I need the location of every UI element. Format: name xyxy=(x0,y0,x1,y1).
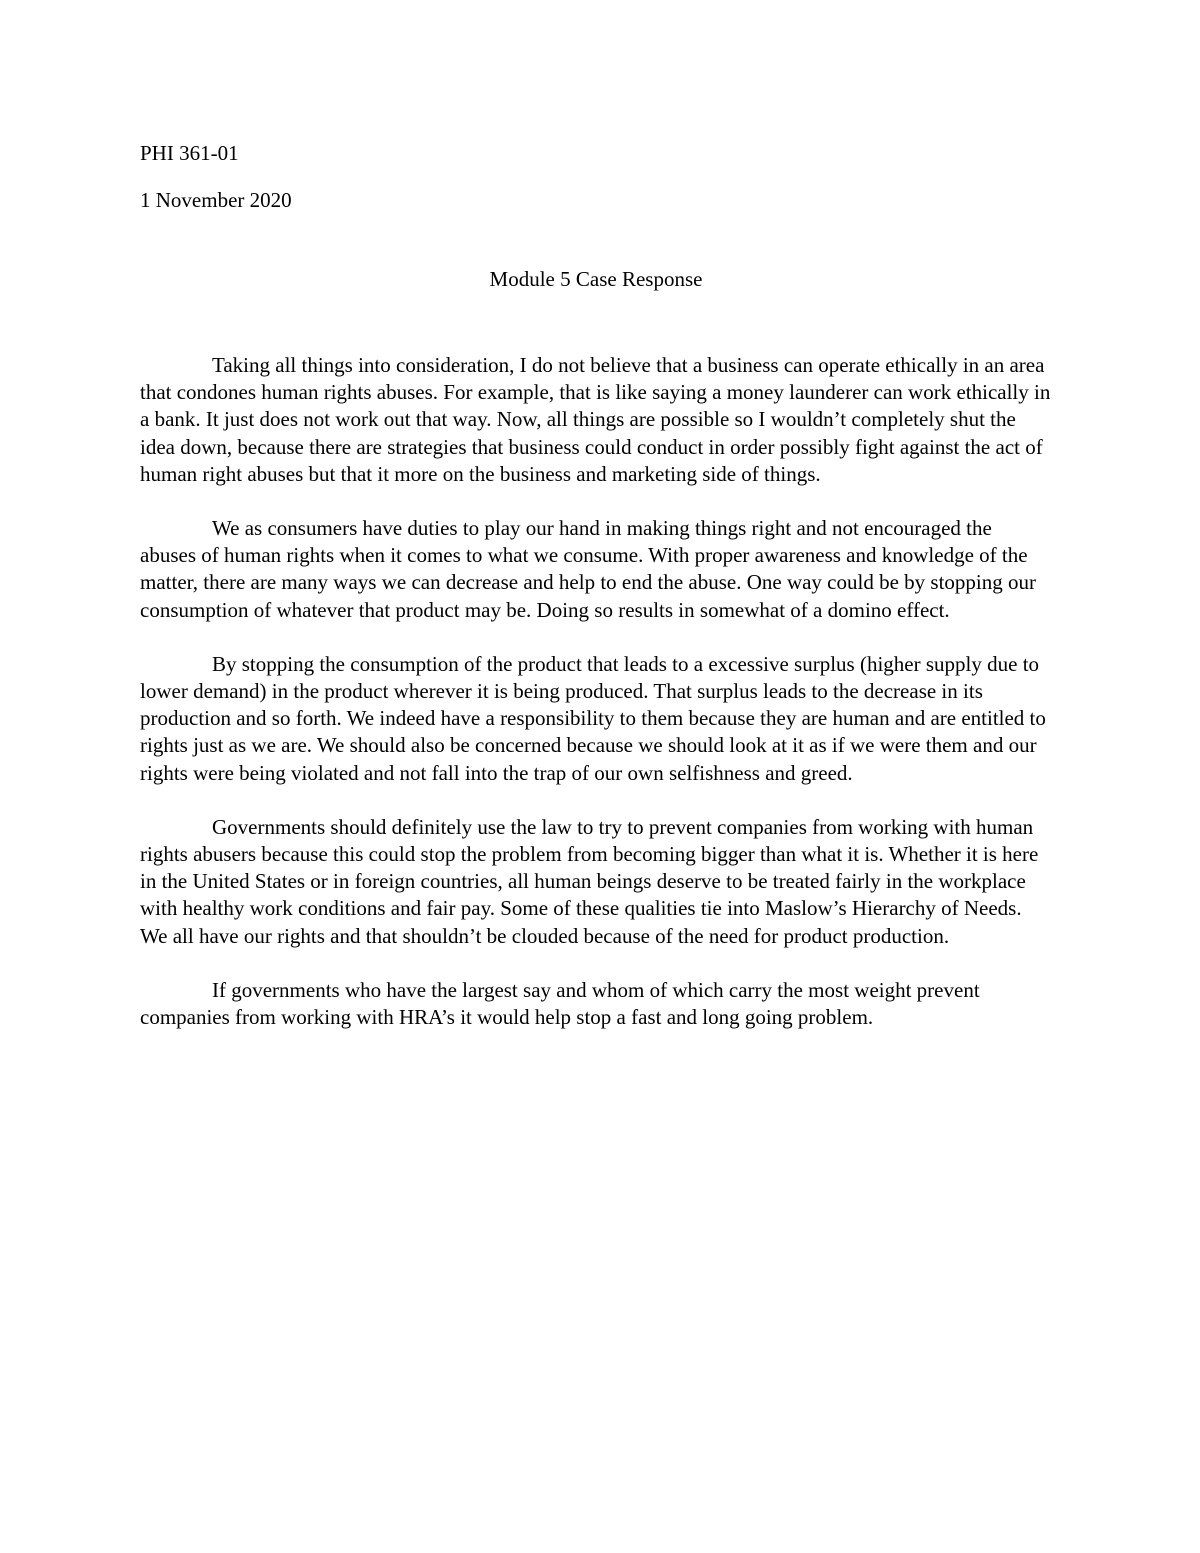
course-code: PHI 361-01 xyxy=(140,141,239,165)
paragraph-2: We as consumers have duties to play our hand in making things right and not encouraged the abuses of human rights when it comes to what we consume. With proper awareness and knowledge of the matter, there are many ways we can decrease and help to end the abuse. One way could be by stopping our consumption of whatever that product may be. Doing so results in somewhat of a domino effect. xyxy=(140,516,1036,622)
document-title: Module 5 Case Response xyxy=(489,267,703,291)
document-date: 1 November 2020 xyxy=(140,188,292,212)
paragraph-3: By stopping the consumption of the product that leads to a excessive surplus (higher supply due to lower demand) in the product wherever it is being produced. That surplus leads to the decrease in its production and so forth. We indeed have a responsibility to them because they are human and are entitled to rights just as we are. We should also be concerned because we should look at it as if we were them and our rights were being violated and not fall into the trap of our own selfishness and greed. xyxy=(140,651,1046,785)
paragraph-4: Governments should definitely use the law to try to prevent companies from working with human rights abusers because this could stop the problem from becoming bigger than what it is. Whether it is here in the United States or in foreign countries, all human beings deserve to be treated fairly in the workplace with healthy work conditions and fair pay. Some of these qualities tie into Maslow’s Hierarchy of Needs. We all have our rights and that shouldn’t be clouded because of the need for product production. xyxy=(140,814,1039,948)
paragraph-1: Taking all things into consideration, I do not believe that a business can operate ethically in an area that condones human rights abuses. For example, that is like saying a money launderer can work ethically in a bank. It just does not work out that way. Now, all things are possible so I wouldn’t completely shut the idea down, because there are strategies that business could conduct in order possibly fight against the act of human right abuses but that it more on the business and marketing side of things. xyxy=(140,353,1051,486)
paragraph-5: If governments who have the largest say and whom of which carry the most weight prevent companies from working with HRA’s it would help stop a fast and long going problem. xyxy=(140,977,980,1030)
document-body xyxy=(140,140,1052,1058)
